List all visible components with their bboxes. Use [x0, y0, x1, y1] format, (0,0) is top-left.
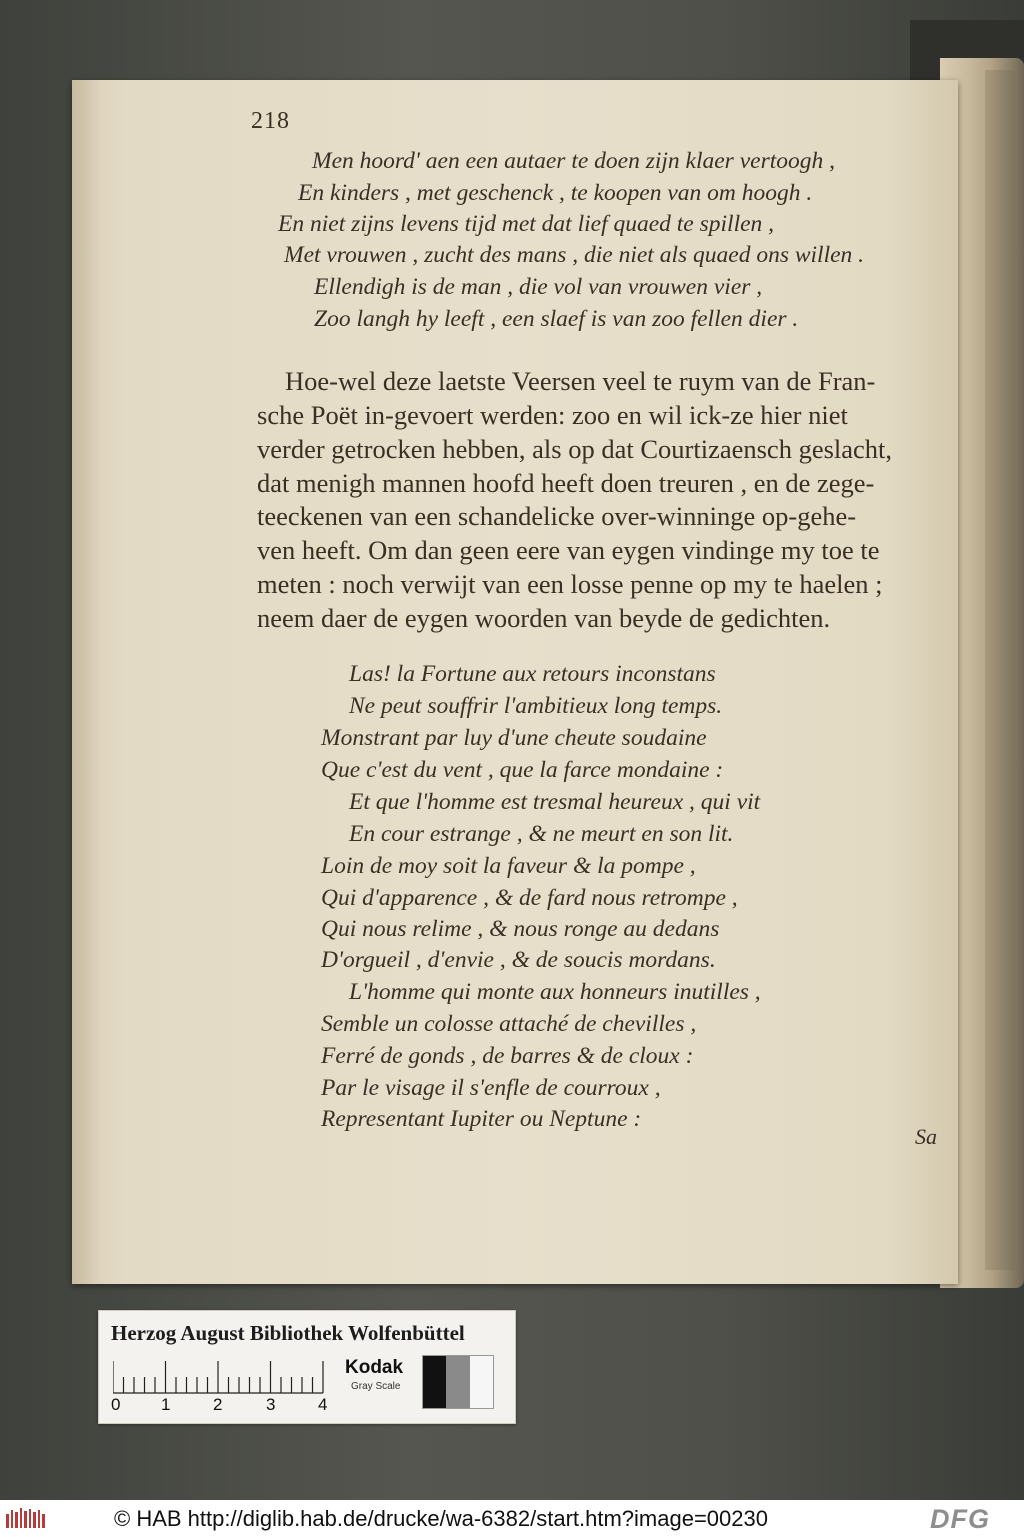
verse-line: Que c'est du vent , que la farce mondaine :	[321, 757, 724, 783]
prose-line: meten : noch verwijt van een losse penne op my te haelen ;	[257, 569, 883, 599]
verse-line: Et que l'homme est tresmal heureux , qui vit	[349, 789, 761, 815]
verse-line: Men hoord' aen een autaer te doen zijn klaer vertoogh ,	[312, 148, 835, 174]
kodak-gray-scale-label: Gray Scale	[351, 1381, 401, 1392]
verse-line: Monstrant par luy d'une cheute soudaine	[321, 725, 707, 751]
page-gutter-shade	[72, 80, 100, 1284]
ruler-scale	[113, 1359, 333, 1395]
ruler-labels	[111, 1395, 341, 1417]
ruler-label: 1	[161, 1395, 171, 1414]
verse-line: Qui nous relime , & nous ronge au dedans	[321, 916, 720, 942]
prose-line: verder getrocken hebben, als op dat Courtizaensch geslacht,	[257, 434, 893, 464]
verse-line: En cour estrange , & ne meurt en son lit.	[349, 821, 734, 847]
hab-barcode-icon	[6, 1508, 48, 1530]
gray-swatch-mid	[446, 1356, 469, 1408]
verse-line: Representant Iupiter ou Neptune :	[321, 1106, 642, 1132]
ruler-label: 4	[318, 1395, 328, 1414]
copyright-url: © HAB http://diglib.hab.de/drucke/wa-6382/start.htm?image=00230	[114, 1506, 768, 1531]
prose-line: sche Poët in-gevoert werden: zoo en wil ick-ze hier niet	[257, 400, 848, 430]
page-number: 218	[251, 108, 290, 134]
ruler-label: 2	[213, 1395, 223, 1414]
footer-bar	[0, 1500, 1024, 1537]
prose-line: teeckenen van een schandelicke over-winninge op-gehe-	[257, 501, 857, 531]
verse-line: Ne peut souffrir l'ambitieux long temps.	[349, 693, 723, 719]
verse-line: Met vrouwen , zucht des mans , die niet als quaed ons willen .	[284, 242, 865, 268]
gray-scale-swatches	[422, 1355, 494, 1409]
prose-line: dat menigh mannen hoofd heeft doen treuren , en de zege-	[257, 468, 875, 498]
verse-line: Loin de moy soit la faveur & la pompe ,	[321, 853, 696, 879]
verse-line: Ellendigh is de man , die vol van vrouwen vier ,	[314, 274, 763, 300]
right-page-edge-shadow	[985, 70, 1015, 1270]
gray-swatch-white	[470, 1356, 493, 1408]
prose-line: Hoe-wel deze laetste Veersen veel te ruym van de Fran-	[285, 366, 876, 396]
ruler-label: 0	[111, 1395, 121, 1414]
library-color-card	[98, 1310, 516, 1424]
verse-line: Las! la Fortune aux retours inconstans	[349, 661, 716, 687]
kodak-logo: Kodak	[345, 1357, 404, 1378]
verse-line: Qui d'apparence , & de fard nous retrompe ,	[321, 885, 738, 911]
library-card-title: Herzog August Bibliothek Wolfenbüttel	[111, 1321, 465, 1345]
prose-line: ven heeft. Om dan geen eere van eygen vindinge my toe te	[257, 535, 880, 565]
verse-line: En kinders , met geschenck , te koopen van om hoogh .	[298, 180, 813, 206]
gray-swatch-black	[423, 1356, 446, 1408]
prose-line: neem daer de eygen woorden van beyde de gedichten.	[257, 603, 831, 633]
verse-line: L'homme qui monte aux honneurs inutilles ,	[349, 979, 761, 1005]
verse-line: Ferré de gonds , de barres & de cloux :	[321, 1043, 694, 1069]
verse-line: Par le visage il s'enfle de courroux ,	[321, 1075, 661, 1101]
catchword: Sa	[915, 1124, 937, 1149]
dfg-logo: DFG	[930, 1504, 990, 1534]
verse-line: Semble un colosse attaché de chevilles ,	[321, 1011, 697, 1037]
ruler-label: 3	[266, 1395, 276, 1414]
verse-line: En niet zijns levens tijd met dat lief quaed te spillen ,	[278, 211, 775, 237]
verse-line: D'orgueil , d'envie , & de soucis mordans.	[321, 947, 716, 973]
verse-line: Zoo langh hy leeft , een slaef is van zoo fellen dier .	[314, 306, 799, 332]
